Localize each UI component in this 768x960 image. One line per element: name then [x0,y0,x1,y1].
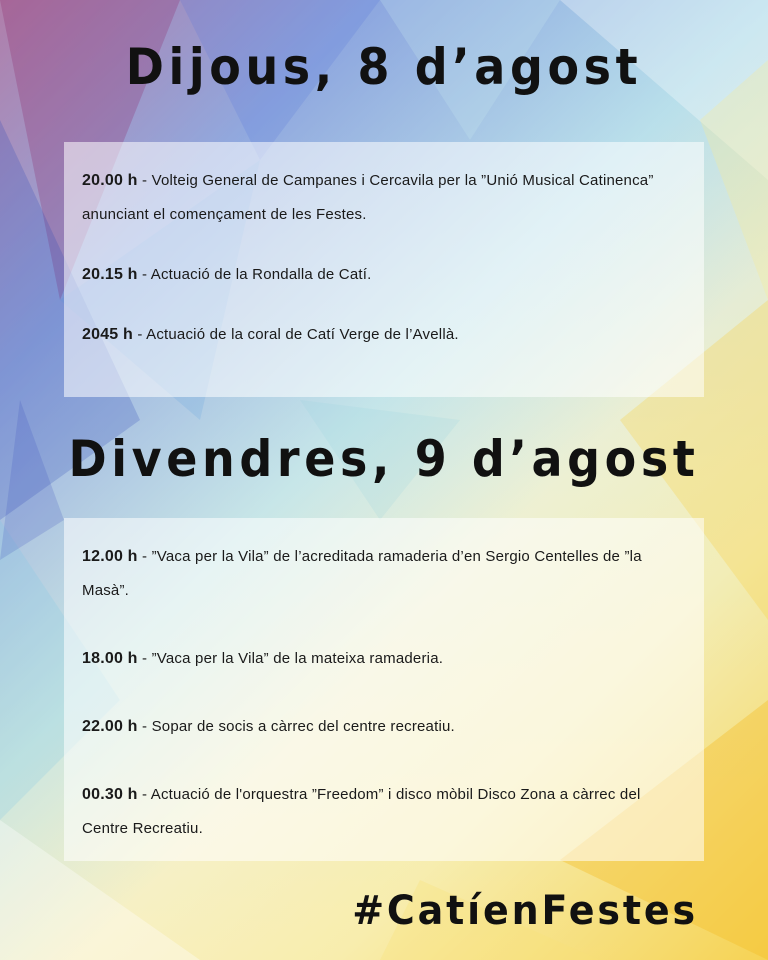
day2-event [82,540,688,608]
event-description: - Actuació de la Rondalla de Catí. [137,266,372,283]
event-description: - Sopar de socis a càrrec del centre recreatiu. [137,718,455,735]
event-time: 22.00 h [82,718,138,735]
event-description: - Volteig General de Campanes i Cercavila per la ”Unió Musical Catinenca” anunciant el començament de les Festes. [82,172,654,223]
day1-schedule-panel [64,142,704,397]
day2-schedule-panel [64,518,704,861]
day2-event [82,778,688,846]
event-description: - Actuació de l'orquestra ”Freedom” i disco mòbil Disco Zona a càrrec del Centre Recreatiu. [82,786,641,837]
day2-event [82,642,688,676]
day1-event [82,258,688,292]
day1-event [82,164,688,232]
day2-title: Divendres, 9 d’agost [68,430,700,488]
event-time: 18.00 h [82,650,138,667]
day1-title: Dijous, 8 d’agost [125,38,643,96]
event-description: - Actuació de la coral de Catí Verge de l’Avellà. [133,326,459,343]
event-description: - ”Vaca per la Vila” de la mateixa ramaderia. [137,650,444,667]
event-description: - ”Vaca per la Vila” de l’acreditada ramaderia d’en Sergio Centelles de ”la Masà”. [82,548,642,599]
event-time: 2045 h [82,326,134,343]
event-time: 20.00 h [82,172,138,189]
day2-event [82,710,688,744]
hashtag: #CatíenFestes [352,888,698,934]
event-time: 20.15 h [82,266,138,283]
event-time: 12.00 h [82,548,138,565]
day1-event [82,318,688,352]
event-time: 00.30 h [82,786,138,803]
